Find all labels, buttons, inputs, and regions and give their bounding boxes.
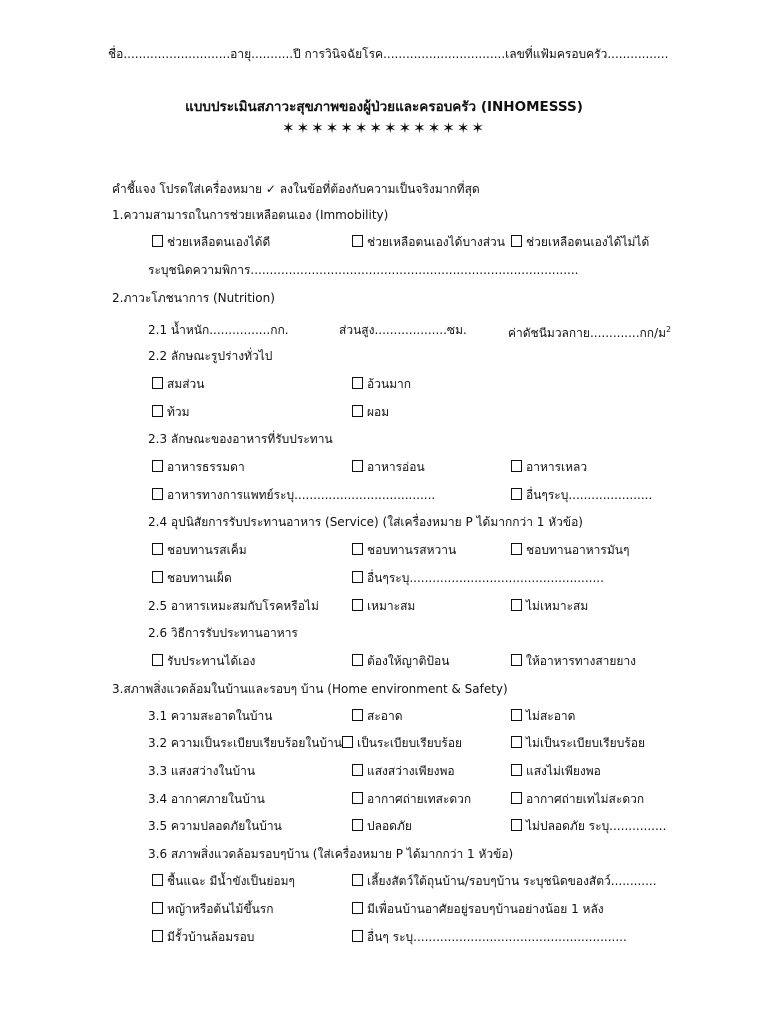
option-other-food[interactable]: อื่นๆระบุ...................... [511, 487, 652, 503]
option-not-tidy[interactable]: ไม่เป็นระเบียบเรียบร้อย [511, 735, 645, 751]
checkbox[interactable] [511, 235, 522, 247]
height-field[interactable]: ส่วนสูง...................ซม. [339, 323, 467, 337]
checkbox[interactable] [152, 488, 163, 500]
option-other-environment[interactable]: อื่นๆ ระบุ........................................................ [352, 929, 627, 945]
option-overgrown[interactable]: หญ้าหรือต้นไม้ขึ้นรก [152, 901, 274, 917]
checkbox[interactable] [352, 405, 363, 417]
option-not-suitable[interactable]: ไม่เหมาะสม [511, 598, 588, 614]
section-1-heading: 1.ความสามารถในการช่วยเหลือตนเอง (Immobility) [112, 208, 389, 222]
checkbox[interactable] [511, 543, 522, 555]
option-clean[interactable]: สะอาด [352, 708, 403, 724]
checkbox[interactable] [511, 709, 522, 721]
checkbox[interactable] [352, 571, 363, 583]
option-other-habit[interactable]: อื่นๆระบุ................................................... [352, 570, 604, 586]
checkbox[interactable] [352, 235, 363, 247]
option-relative-feed[interactable]: ต้องให้ญาติป้อน [352, 653, 449, 669]
question-3-4: 3.4 อากาศภายในบ้าน [148, 792, 265, 806]
checkbox[interactable] [352, 792, 363, 804]
checkbox[interactable] [352, 654, 363, 666]
checkbox[interactable] [511, 736, 522, 748]
question-3-5: 3.5 ความปลอดภัยในบ้าน [148, 819, 282, 833]
checkbox[interactable] [511, 764, 522, 776]
checkbox[interactable] [511, 599, 522, 611]
checkbox[interactable] [152, 571, 163, 583]
option-self-care-partial[interactable]: ช่วยเหลือตนเองได้บางส่วน [352, 234, 505, 250]
checkbox[interactable] [511, 654, 522, 666]
checkbox[interactable] [152, 405, 163, 417]
checkbox[interactable] [511, 488, 522, 500]
option-poor-ventilation[interactable]: อากาศถ่ายเทไม่สะดวก [511, 791, 644, 807]
weight-field[interactable]: 2.1 น้ำหนัก................กก. [148, 323, 289, 337]
checkbox[interactable] [152, 654, 163, 666]
checkbox[interactable] [352, 543, 363, 555]
option-suitable[interactable]: เหมาะสม [352, 598, 415, 614]
option-damp[interactable]: ชื้นแฉะ มีน้ำขังเป็นย่อมๆ [152, 873, 295, 889]
section-2-heading: 2.ภาวะโภชนาการ (Nutrition) [112, 291, 275, 305]
option-salty[interactable]: ชอบทานรสเค็ม [152, 542, 247, 558]
option-plump[interactable]: ท้วม [152, 404, 190, 420]
option-spicy[interactable]: ชอบทานเผ็ด [152, 570, 232, 586]
option-fence[interactable]: มีรั้วบ้านล้อมรอบ [152, 929, 254, 945]
question-2-3: 2.3 ลักษณะของอาหารที่รับประทาน [148, 432, 333, 446]
header-info-line: ชื่อ............................อายุ...........ปี การวินิจฉัยโรค................................เลขที่แฟ้มครอบครัว................ [108, 47, 669, 61]
option-tidy[interactable]: เป็นระเบียบเรียบร้อย [342, 735, 462, 751]
option-not-safe[interactable]: ไม่ปลอดภัย ระบุ............... [511, 818, 666, 834]
checkbox[interactable] [352, 902, 363, 914]
checkbox[interactable] [152, 930, 163, 942]
question-3-3: 3.3 แสงสว่างในบ้าน [148, 764, 256, 778]
checkbox[interactable] [152, 902, 163, 914]
option-sweet[interactable]: ชอบทานรสหวาน [352, 542, 456, 558]
checkbox[interactable] [352, 874, 363, 886]
checkbox[interactable] [511, 460, 522, 472]
question-3-1: 3.1 ความสะอาดในบ้าน [148, 709, 273, 723]
option-medical-food[interactable]: อาหารทางการแพทย์ระบุ..................................... [152, 487, 435, 503]
option-light-insufficient[interactable]: แสงไม่เพียงพอ [511, 763, 601, 779]
checkbox[interactable] [152, 377, 163, 389]
checkbox[interactable] [352, 764, 363, 776]
option-good-ventilation[interactable]: อากาศถ่ายเทสะดวก [352, 791, 471, 807]
bmi-field[interactable]: ค่าดัชนีมวลกาย.............กก/ม$^2$ [508, 325, 672, 340]
checkbox[interactable] [152, 235, 163, 247]
checkbox[interactable] [342, 736, 353, 748]
checkbox[interactable] [352, 599, 363, 611]
option-self-care-good[interactable]: ช่วยเหลือตนเองได้ดี [152, 234, 270, 250]
instruction-text: คำชี้แจง โปรดใส่เครื่องหมาย ✓ ลงในข้อที่ต้องกับความเป็นจริงมากที่สุด [112, 182, 480, 196]
option-thin[interactable]: ผอม [352, 404, 389, 420]
option-safe[interactable]: ปลอดภัย [352, 818, 412, 834]
option-neighbors[interactable]: มีเพื่อนบ้านอาศัยอยู่รอบๆบ้านอย่างน้อย 1 หลัง [352, 901, 604, 917]
option-soft-food[interactable]: อาหารอ่อน [352, 459, 425, 475]
question-2-2: 2.2 ลักษณะรูปร่างทั่วไป [148, 349, 273, 363]
option-fatty[interactable]: ชอบทานอาหารมันๆ [511, 542, 629, 558]
question-3-2: 3.2 ความเป็นระเบียบเรียบร้อยในบ้าน [148, 736, 342, 750]
option-regular-food[interactable]: อาหารธรรมดา [152, 459, 245, 475]
question-2-6: 2.6 วิธีการรับประทานอาหาร [148, 626, 298, 640]
question-2-5: 2.5 อาหารเหมะสมกับโรคหรือไม่ [148, 599, 319, 613]
option-not-clean[interactable]: ไม่สะอาด [511, 708, 575, 724]
option-liquid-food[interactable]: อาหารเหลว [511, 459, 587, 475]
checkbox[interactable] [152, 874, 163, 886]
section-3-heading: 3.สภาพสิ่งแวดล้อมในบ้านและรอบๆ บ้าน (Home environment & Safety) [112, 682, 508, 696]
question-2-4: 2.4 อุปนิสัยการรับประทานอาหาร (Service) (ใส่เครื่องหมาย P ได้มากกว่า 1 หัวข้อ) [148, 515, 583, 529]
star-divider: ✶✶✶✶✶✶✶✶✶✶✶✶✶✶ [282, 119, 486, 137]
disability-field[interactable]: ระบุชนิดความพิการ...................................................................................... [148, 263, 579, 277]
checkbox[interactable] [352, 709, 363, 721]
checkbox[interactable] [152, 543, 163, 555]
checkbox[interactable] [511, 792, 522, 804]
question-3-6: 3.6 สภาพสิ่งแวดล้อมรอบๆบ้าน (ใส่เครื่องหมาย P ได้มากกว่า 1 หัวข้อ) [148, 847, 514, 861]
checkbox[interactable] [352, 819, 363, 831]
checkbox[interactable] [352, 377, 363, 389]
checkbox[interactable] [152, 460, 163, 472]
option-self-feed[interactable]: รับประทานได้เอง [152, 653, 255, 669]
option-obese[interactable]: อ้วนมาก [352, 376, 411, 392]
option-animals[interactable]: เลี้ยงสัตว์ใต้ถุนบ้าน/รอบๆบ้าน ระบุชนิดของสัตว์............ [352, 873, 657, 889]
checkbox[interactable] [511, 819, 522, 831]
option-light-enough[interactable]: แสงสว่างเพียงพอ [352, 763, 455, 779]
option-tube-feed[interactable]: ให้อาหารทางสายยาง [511, 653, 636, 669]
option-proportional[interactable]: สมส่วน [152, 376, 205, 392]
form-title: แบบประเมินสภาวะสุขภาพของผู้ป่วยและครอบครัว (INHOMESSS) [185, 99, 583, 115]
option-self-care-none[interactable]: ช่วยเหลือตนเองได้ไม่ได้ [511, 234, 649, 250]
checkbox[interactable] [352, 460, 363, 472]
checkbox[interactable] [352, 930, 363, 942]
